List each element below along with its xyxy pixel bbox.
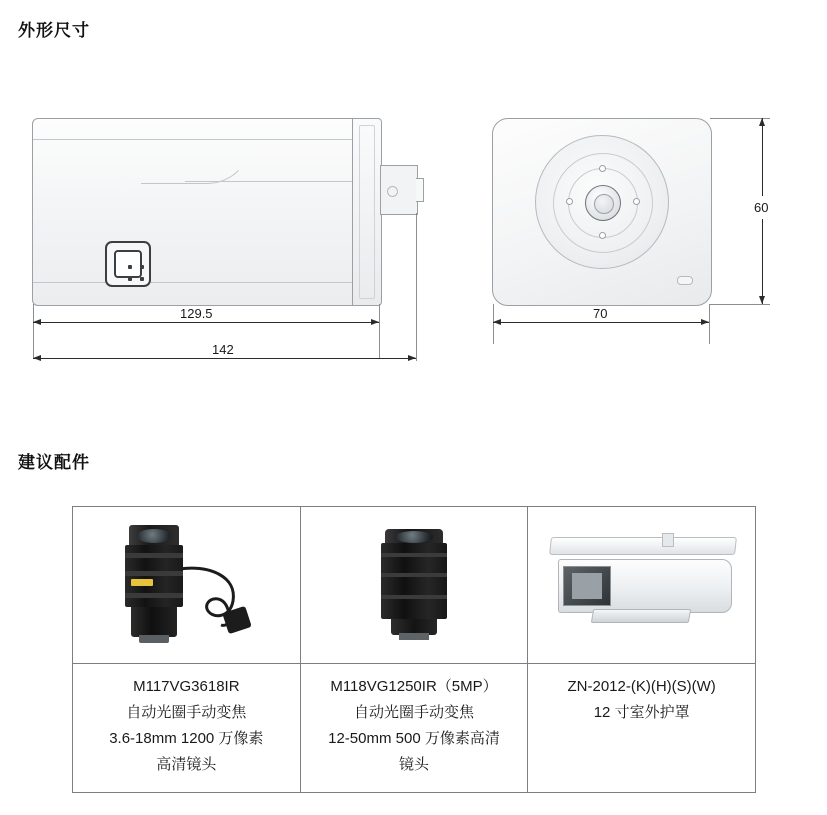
- accessory-caption-cell-2: [300, 664, 528, 793]
- accessory-model-1: M117VG3618IR: [133, 678, 240, 695]
- accessory-caption-cell-3: [528, 664, 756, 793]
- dim-arrow-left-142: [33, 355, 41, 361]
- lens-barrel: [125, 545, 183, 607]
- side-view-rear-panel: [352, 119, 381, 305]
- outdoor-housing-icon: [544, 529, 740, 641]
- dim-arrow-right-129-5: [371, 319, 379, 325]
- front-ring-screw: [599, 232, 606, 239]
- socket-pin: [140, 265, 144, 269]
- accessory-image-cell-1: [73, 507, 301, 664]
- dim-line-70: [493, 322, 709, 323]
- housing-window-glass: [572, 573, 602, 599]
- dim-arrow-right-70: [701, 319, 709, 325]
- front-lens-outer-ring: [535, 135, 669, 269]
- dim-arrow-left-70: [493, 319, 501, 325]
- accessory-model-3: ZN-2012-(K)(H)(S)(W): [567, 678, 716, 695]
- lens-barrel: [381, 543, 447, 619]
- ext-line-left: [33, 304, 34, 358]
- front-ring-screw: [566, 198, 573, 205]
- accessory-desc-3-line1: 12 寸室外护罩: [593, 704, 690, 721]
- accessory-caption-cell-1: [73, 664, 301, 793]
- housing-post: [662, 533, 674, 547]
- dim-line-142: [33, 358, 416, 359]
- front-ring-screw: [599, 165, 606, 172]
- accessory-desc-1-line3: 高清镜头: [156, 756, 217, 773]
- ext-line-front-right: [709, 304, 710, 344]
- page-title-accessories: 建议配件: [18, 453, 90, 472]
- dim-label-142: 142: [207, 342, 239, 357]
- accessory-desc-1-line1: 自动光圈手动变焦: [126, 704, 247, 721]
- accessory-desc-2-line3: 镜头: [398, 756, 429, 773]
- dimension-drawing-area: [0, 70, 827, 400]
- lens-connector-socket-icon: [105, 241, 151, 287]
- housing-body: [558, 559, 732, 613]
- dim-arrow-down-60: [759, 296, 765, 304]
- lens-glass: [137, 529, 171, 543]
- lens-focus-ring: [125, 553, 183, 558]
- front-ring-screw: [633, 198, 640, 205]
- ext-line-front-bottom: [710, 304, 770, 305]
- camera-front-view-drawing: [492, 118, 712, 306]
- side-view-rear-panel-inner: [359, 125, 375, 299]
- camera-side-view-drawing: [32, 118, 382, 306]
- front-status-led: [677, 276, 693, 285]
- front-lens-core: [585, 185, 621, 221]
- accessory-desc-1-line2: 3.6-18mm 1200 万像素: [109, 730, 264, 747]
- dim-arrow-left-129-5: [33, 319, 41, 325]
- lens-zoom-ring: [381, 573, 447, 577]
- accessory-caption-2: [301, 664, 528, 792]
- socket-pin: [128, 277, 132, 281]
- page-title-dimensions: 外形尺寸: [18, 21, 90, 40]
- lens-lock-ring: [125, 593, 183, 598]
- socket-pin: [128, 265, 132, 269]
- socket-pin: [140, 277, 144, 281]
- ext-line-inner-right: [379, 304, 380, 358]
- table-row-captions: [73, 664, 756, 793]
- accessory-caption-1: [73, 664, 300, 792]
- lens-zoom-ring: [125, 571, 183, 576]
- housing-mount-bracket: [591, 609, 691, 623]
- accessory-model-2: M118VG1250IR（5MP）: [330, 678, 498, 695]
- lens-glass: [395, 531, 433, 543]
- housing-front-window: [563, 566, 611, 606]
- side-view-rear-connector-block: [380, 165, 418, 215]
- lens-cs-mount: [139, 635, 169, 643]
- dim-line-129-5: [33, 322, 379, 323]
- lens-focus-ring: [381, 553, 447, 557]
- accessories-table: [72, 506, 756, 793]
- dim-arrow-right-142: [408, 355, 416, 361]
- table-row-images: [73, 507, 756, 664]
- connector-screw-hole: [387, 186, 398, 197]
- lens-lock-ring: [381, 595, 447, 599]
- dim-label-129-5: 129.5: [175, 306, 218, 321]
- lens-cs-mount: [399, 633, 429, 640]
- accessory-desc-2-line2: 12-50mm 500 万像素高清: [328, 730, 500, 747]
- connector-stub: [416, 178, 424, 202]
- varifocal-lens-icon-2: [377, 529, 451, 641]
- ext-line-outer-right: [416, 213, 417, 361]
- accessory-image-cell-2: [300, 507, 528, 664]
- dim-label-70: 70: [588, 306, 612, 321]
- dim-label-60: 60: [754, 196, 768, 219]
- varifocal-lens-icon-1: [125, 525, 183, 643]
- front-lens-pupil: [594, 194, 614, 214]
- lens-socket-inner: [114, 250, 142, 278]
- dim-arrow-up-60: [759, 118, 765, 126]
- accessory-caption-3: [528, 664, 755, 740]
- lens-base: [131, 607, 177, 637]
- lens-iris-cable: [177, 563, 249, 637]
- accessory-desc-2-line1: 自动光圈手动变焦: [353, 704, 474, 721]
- side-view-contour-curve: [141, 139, 252, 184]
- lens-yellow-label: [131, 579, 153, 586]
- housing-sunshield: [549, 537, 737, 555]
- accessory-image-cell-3: [528, 507, 756, 664]
- side-view-bottom-edge-line: [33, 282, 381, 283]
